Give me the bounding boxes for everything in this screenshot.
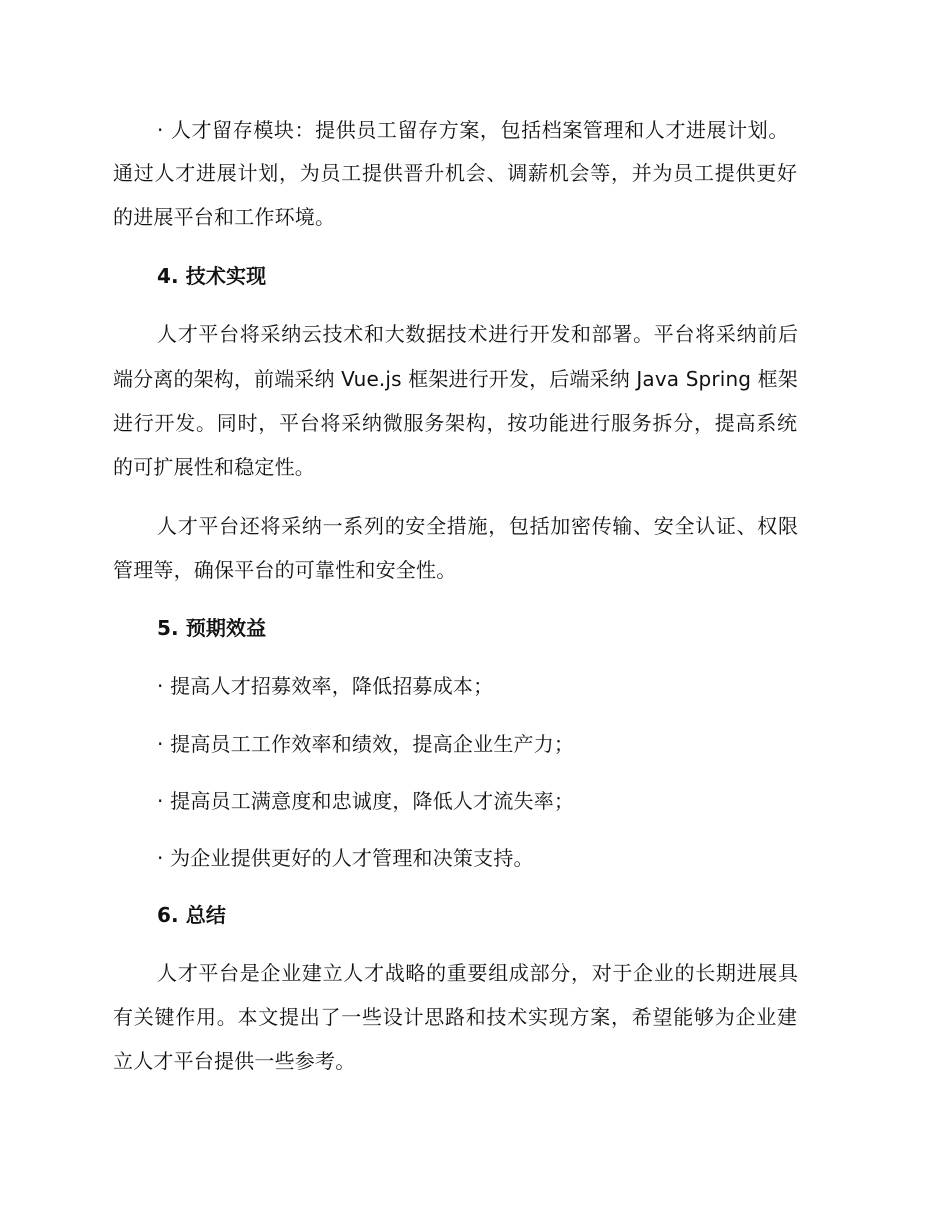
paragraph-summary-line-3: 立人才平台提供一些参考。 bbox=[113, 1049, 356, 1073]
paragraph-security-line-2: 管理等，确保平台的可靠性和安全性。 bbox=[113, 558, 457, 582]
paragraph-security-line-1: 人才平台还将采纳一系列的安全措施，包括加密传输、安全认证、权限 bbox=[157, 514, 799, 538]
paragraph-retention-module-line-2: 通过人才进展计划，为员工提供晋升机会、调薪机会等，并为员工提供更好 bbox=[113, 161, 798, 185]
paragraph-tech-architecture-line-3: 进行开发。同时，平台将采纳微服务架构，按功能进行服务拆分，提高系统 bbox=[113, 411, 798, 435]
benefit-item-satisfaction: · 提高员工满意度和忠诚度，降低人才流失率； bbox=[157, 789, 575, 813]
section-heading-5: 5. 预期效益 bbox=[157, 616, 267, 640]
benefit-item-recruitment: · 提高人才招募效率，降低招募成本； bbox=[157, 674, 494, 698]
section-heading-4: 4. 技术实现 bbox=[157, 264, 267, 288]
paragraph-summary-line-2: 有关键作用。本文提出了一些设计思路和技术实现方案，希望能够为企业建 bbox=[113, 1005, 798, 1029]
paragraph-retention-module-line-1: · 人才留存模块：提供员工留存方案，包括档案管理和人才进展计划。 bbox=[157, 118, 789, 142]
paragraph-tech-architecture-line-1: 人才平台将采纳云技术和大数据技术进行开发和部署。平台将采纳前后 bbox=[157, 322, 799, 346]
benefit-item-decision-support: · 为企业提供更好的人才管理和决策支持。 bbox=[157, 846, 534, 870]
paragraph-summary-line-1: 人才平台是企业建立人才战略的重要组成部分，对于企业的长期进展具 bbox=[157, 961, 799, 985]
section-heading-6: 6. 总结 bbox=[157, 903, 226, 927]
paragraph-tech-architecture-line-2: 端分离的架构，前端采纳 Vue.js 框架进行开发，后端采纳 Java Spring 框架 bbox=[113, 367, 798, 391]
paragraph-tech-architecture-line-4: 的可扩展性和稳定性。 bbox=[113, 455, 315, 479]
benefit-item-productivity: · 提高员工工作效率和绩效，提高企业生产力； bbox=[157, 732, 575, 756]
paragraph-retention-module-line-3: 的进展平台和工作环境。 bbox=[113, 205, 336, 229]
